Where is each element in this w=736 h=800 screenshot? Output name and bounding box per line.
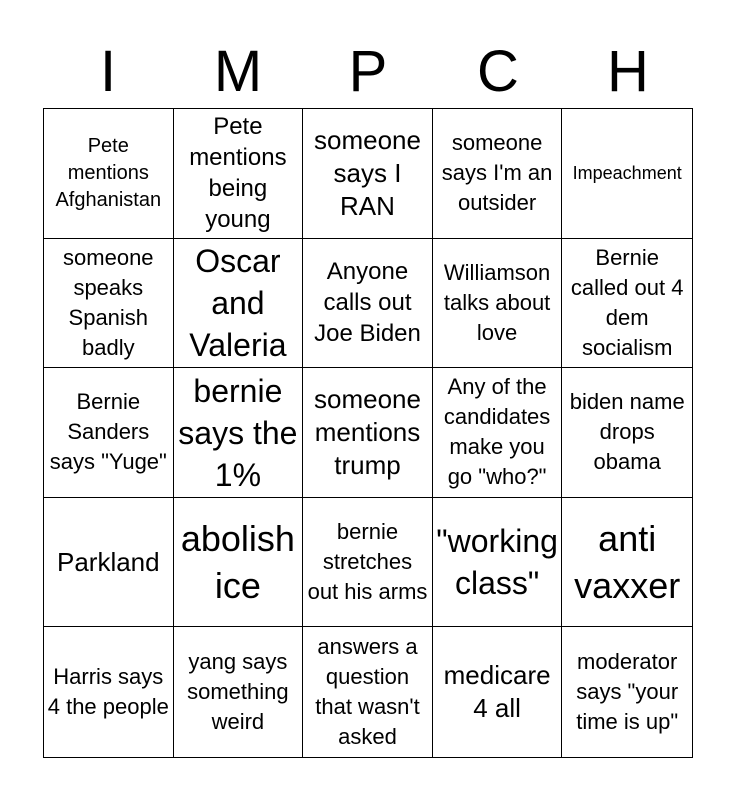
bingo-cell[interactable] bbox=[433, 627, 563, 757]
cell-text: Pete mentions Afghanistan bbox=[55, 134, 162, 211]
bingo-cell[interactable] bbox=[562, 239, 692, 369]
bingo-cell[interactable] bbox=[303, 498, 433, 628]
bingo-cell[interactable] bbox=[174, 627, 304, 757]
cell-text: Bernie called out 4 dem socialism bbox=[570, 244, 684, 360]
cell-text: someone speaks Spanish badly bbox=[63, 244, 154, 360]
cell-text: moderator says "your time is up" bbox=[576, 649, 679, 735]
header-letter-4: C bbox=[477, 39, 519, 104]
cell-text: abolish ice bbox=[180, 518, 295, 607]
bingo-cell[interactable] bbox=[303, 627, 433, 757]
bingo-cell[interactable] bbox=[174, 368, 304, 498]
header-letter-5: H bbox=[607, 39, 649, 104]
bingo-cell[interactable] bbox=[562, 109, 692, 239]
bingo-cell[interactable] bbox=[562, 368, 692, 498]
bingo-cell[interactable] bbox=[174, 109, 304, 239]
bingo-cell[interactable] bbox=[303, 239, 433, 369]
bingo-header bbox=[43, 36, 693, 108]
cell-text: Pete mentions being young bbox=[189, 113, 287, 234]
bingo-cell[interactable] bbox=[562, 498, 692, 628]
cell-text: Bernie Sanders says "Yuge" bbox=[49, 389, 167, 475]
cell-text: Williamson talks about love bbox=[443, 259, 551, 345]
bingo-board bbox=[43, 108, 693, 758]
cell-text: "working class" bbox=[436, 523, 558, 602]
header-letter-3: P bbox=[348, 39, 388, 104]
cell-text: Oscar and Valeria bbox=[189, 242, 287, 363]
cell-text: biden name drops obama bbox=[569, 389, 685, 475]
cell-text: someone says I RAN bbox=[314, 124, 421, 221]
bingo-cell[interactable] bbox=[303, 368, 433, 498]
bingo-cell[interactable] bbox=[433, 498, 563, 628]
cell-text: yang says something weird bbox=[187, 649, 289, 735]
bingo-cell[interactable] bbox=[44, 109, 174, 239]
bingo-cell[interactable] bbox=[433, 368, 563, 498]
bingo-cell[interactable] bbox=[44, 627, 174, 757]
bingo-cell[interactable] bbox=[174, 239, 304, 369]
cell-text: someone mentions trump bbox=[314, 383, 421, 480]
header-letter-1: I bbox=[99, 39, 117, 104]
cell-text: anti vaxxer bbox=[574, 518, 681, 607]
cell-text: Harris says 4 the people bbox=[47, 664, 169, 720]
bingo-cell[interactable] bbox=[303, 109, 433, 239]
cell-text: bernie says the 1% bbox=[178, 372, 298, 493]
header-letter-2: M bbox=[213, 39, 263, 104]
bingo-cell[interactable] bbox=[433, 239, 563, 369]
bingo-cell[interactable] bbox=[44, 498, 174, 628]
cell-text: bernie stretches out his arms bbox=[307, 519, 428, 605]
cell-text: medicare 4 all bbox=[443, 660, 551, 724]
cell-text: Parkland bbox=[56, 546, 160, 577]
bingo-cell[interactable] bbox=[433, 109, 563, 239]
bingo-cell[interactable] bbox=[562, 627, 692, 757]
bingo-cell[interactable] bbox=[44, 368, 174, 498]
cell-text: answers a question that wasn't asked bbox=[315, 634, 420, 750]
cell-text: someone says I'm an outsider bbox=[441, 130, 553, 216]
cell-text: Any of the candidates make you go "who?" bbox=[443, 374, 551, 490]
bingo-cell[interactable] bbox=[44, 239, 174, 369]
bingo-cell[interactable] bbox=[174, 498, 304, 628]
cell-text: Anyone calls out Joe Biden bbox=[314, 258, 421, 348]
cell-text: Impeachment bbox=[572, 163, 682, 184]
